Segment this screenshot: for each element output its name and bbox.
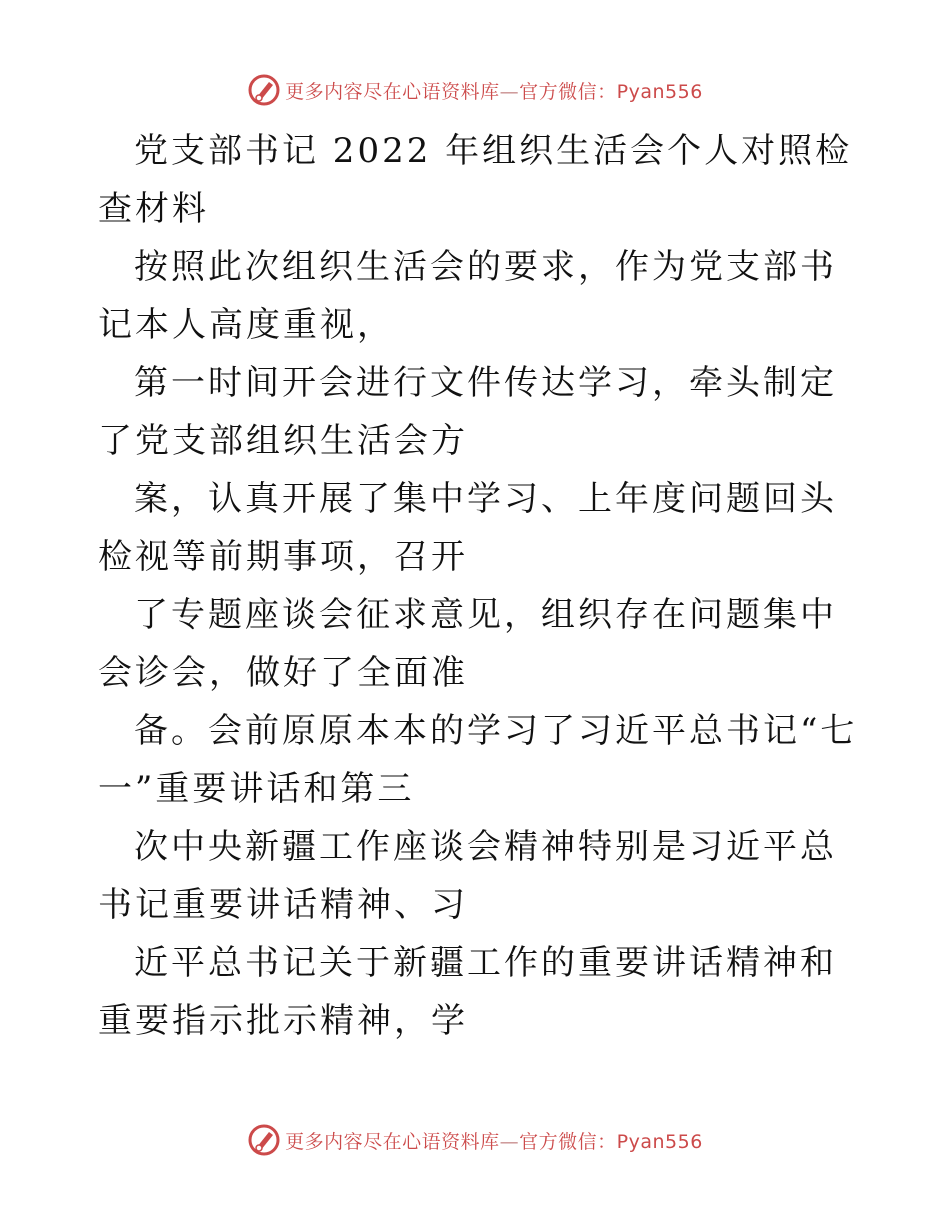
paragraph: 案，认真开展了集中学习、上年度问题回头检视等前期事项，召开	[98, 479, 837, 577]
paragraph: 近平总书记关于新疆工作的重要讲话精神和重要指示批示精神，学	[98, 943, 837, 1041]
watermark-contact: 官方微信：Pyan556	[519, 1130, 703, 1153]
pen-seal-logo-icon	[247, 73, 281, 107]
document-title: 党支部书记 2022 年组织生活会个人对照检查材料	[98, 131, 853, 229]
header-watermark	[0, 70, 950, 110]
paragraph: 了专题座谈会征求意见，组织存在问题集中会诊会，做好了全面准	[98, 595, 837, 693]
paragraph: 第一时间开会进行文件传达学习，牵头制定了党支部组织生活会方	[98, 363, 837, 461]
document-body	[98, 122, 858, 1050]
watermark-text: 更多内容尽在心语资料库	[285, 1130, 500, 1153]
paragraph: 次中央新疆工作座谈会精神特别是习近平总书记重要讲话精神、习	[98, 827, 837, 925]
watermark-separator: —	[499, 80, 520, 103]
paragraph: 备。会前原原本本的学习了习近平总书记“七一”重要讲话和第三	[98, 711, 858, 809]
paragraph: 按照此次组织生活会的要求，作为党支部书记本人高度重视，	[98, 247, 837, 345]
watermark-separator: —	[499, 1130, 520, 1153]
watermark-contact: 官方微信：Pyan556	[519, 80, 703, 103]
footer-watermark	[0, 1120, 950, 1160]
watermark-text: 更多内容尽在心语资料库	[285, 80, 500, 103]
pen-seal-logo-icon	[247, 1123, 281, 1157]
